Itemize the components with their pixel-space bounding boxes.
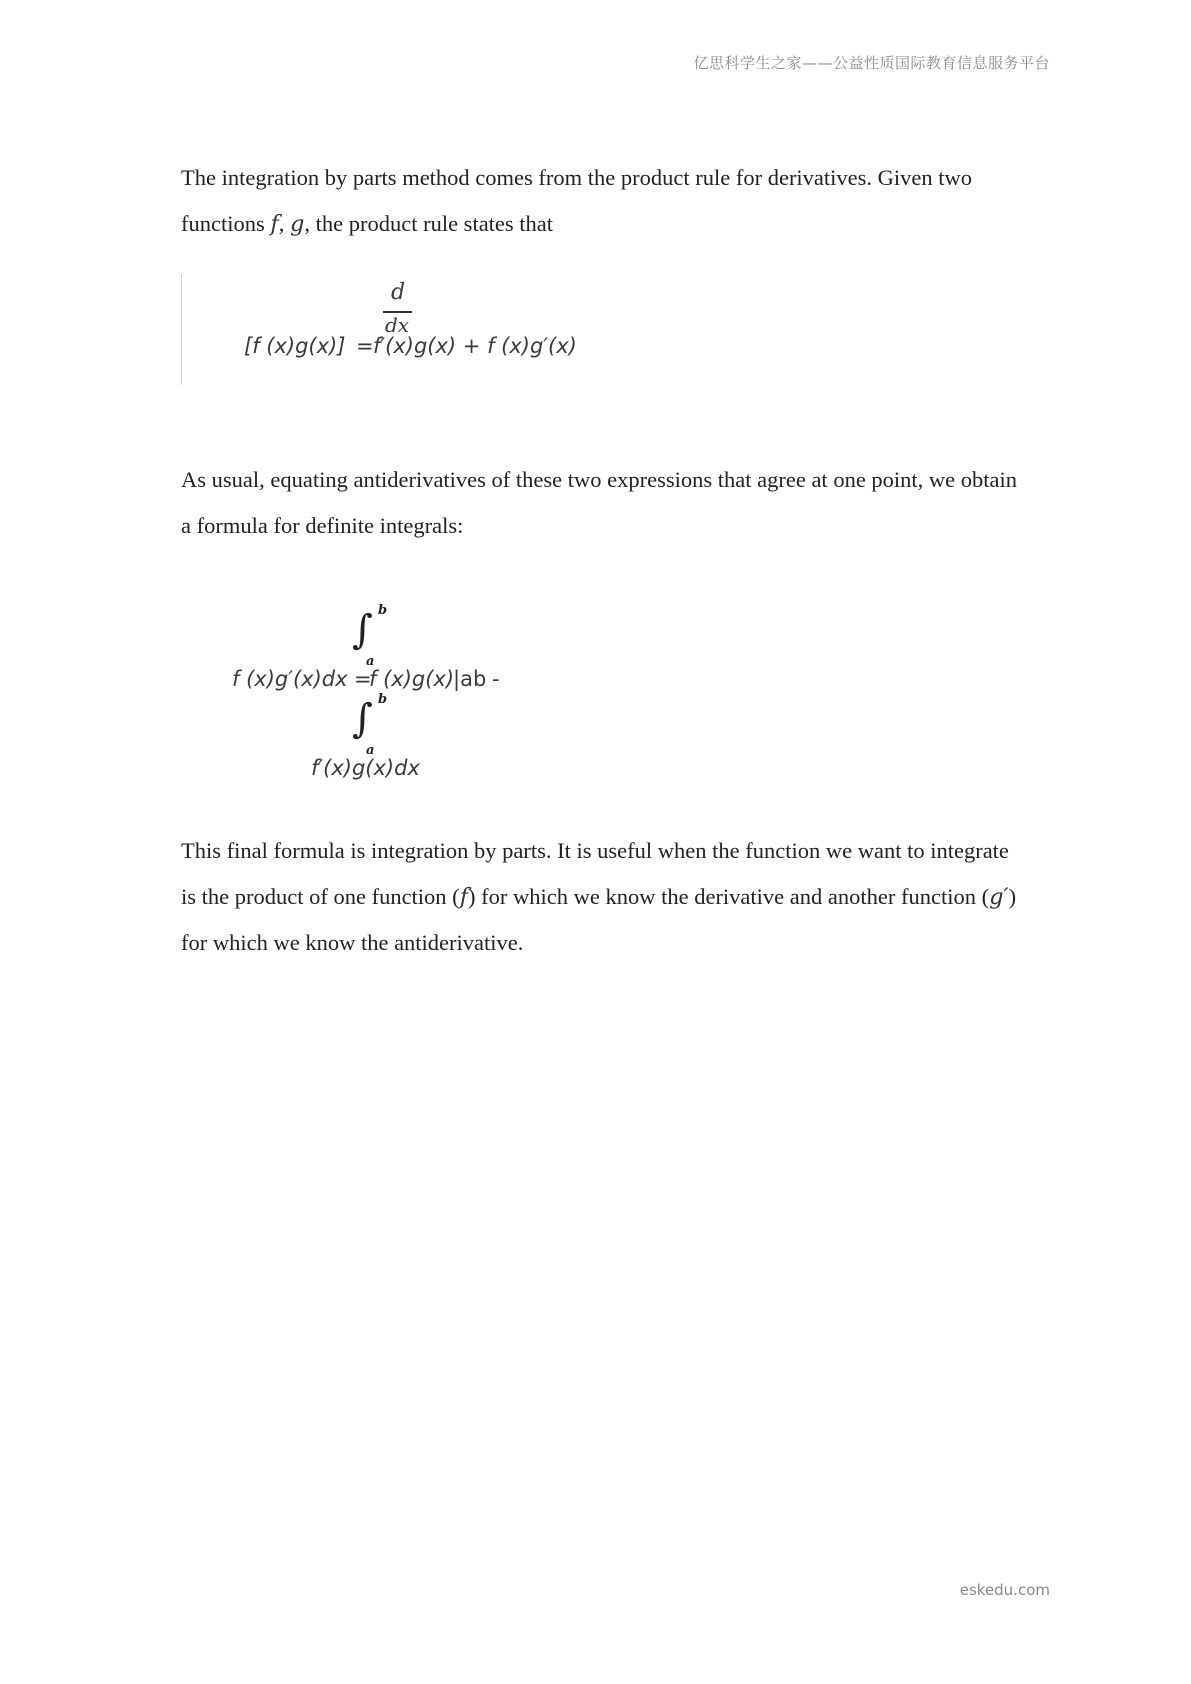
frac-numerator: d	[391, 280, 406, 305]
blockquote-bar	[181, 274, 182, 385]
integral2-sign: ∫	[352, 696, 373, 742]
p3-var-gprime: g′	[989, 883, 1009, 910]
p1-var-f: f	[270, 210, 279, 237]
formula1-equals: =	[356, 334, 374, 358]
integral2-upper-limit: b	[378, 692, 388, 707]
frac-denominator: dx	[385, 313, 410, 337]
p1-comma: ,	[278, 210, 290, 236]
formula2-minus: -	[492, 667, 500, 691]
p1-var-g: g	[289, 210, 305, 237]
page-header: 亿思科学生之家——公益性质国际教育信息服务平台	[693, 54, 1050, 72]
p1-text-b: , the product rule states that	[304, 210, 554, 236]
integral1-lower-limit: a	[366, 654, 375, 669]
paragraph-antiderivatives: As usual, equating antiderivatives of these two expressions that agree at one point, we obtain a formula for definite integrals:	[181, 467, 1018, 538]
paragraph-product-rule	[181, 155, 1021, 247]
formula2-evaluation: |ab	[453, 667, 487, 691]
formula2-tail: f′(x)g(x)dx	[311, 756, 420, 780]
formula2-equals: =	[354, 667, 372, 691]
integral2-lower-limit: a	[366, 743, 375, 758]
paragraph-conclusion	[181, 828, 1021, 966]
integral1-upper-limit: b	[378, 603, 388, 618]
p3-text-b: ) for which we know the derivative and another function (	[468, 883, 990, 909]
integral1-sign: ∫	[352, 607, 373, 653]
p3-text-c: ) for which we know the antiderivative.	[181, 883, 1017, 955]
p3-var-f: f	[459, 883, 469, 910]
formula2-lhs: f (x)g′(x)dx	[232, 667, 348, 691]
formula1-lhs: [f (x)g(x)]	[244, 334, 346, 358]
p1-text-a: The integration by parts method comes from the product rule for derivatives. Given two functions	[181, 165, 973, 236]
page-footer: eskedu.com	[959, 1581, 1050, 1599]
formula1-rhs: f′(x)g(x) + f (x)g′(x)	[373, 334, 577, 358]
formula2-mid: f (x)g(x)	[369, 667, 455, 691]
p3-text-a: This final formula is integration by parts. It is useful when the function we want to integrate is the product of one function (	[181, 838, 1009, 909]
